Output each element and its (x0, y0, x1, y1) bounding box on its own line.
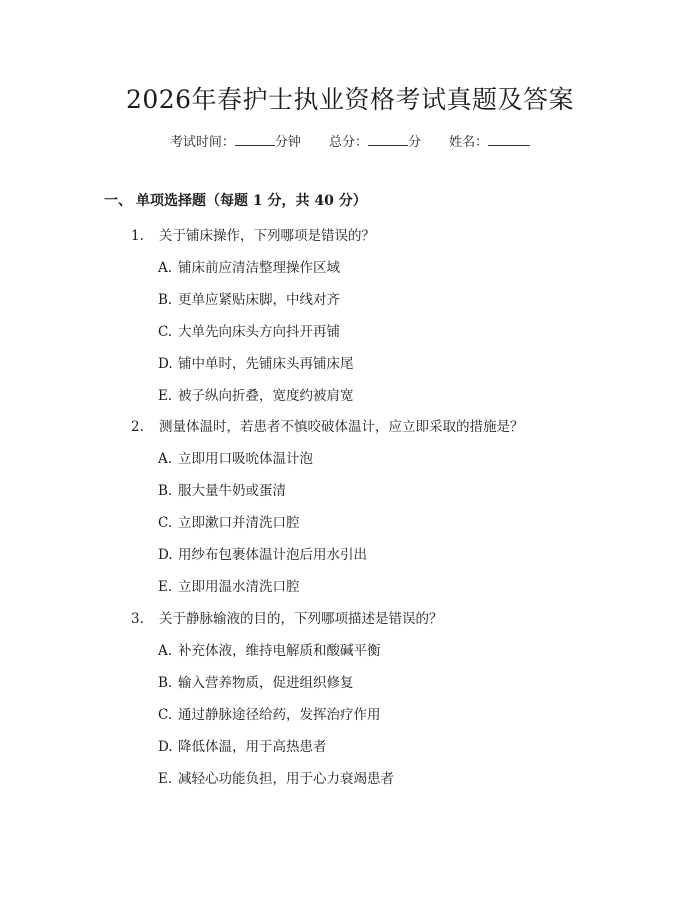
option-label: E. (158, 771, 173, 787)
exam-time-unit: 分钟 (274, 135, 301, 150)
section-title: 单项选择题（每题 1 分，共 40 分） (136, 193, 367, 209)
exam-meta (0, 131, 700, 150)
option-text: 铺中单时，先铺床头再铺床尾 (178, 356, 354, 372)
option-label: B. (158, 292, 173, 308)
option-label: A. (158, 451, 173, 467)
question-text: 测量体温时，若患者不慎咬破体温计，应立即采取的措施是？ (159, 419, 524, 435)
total-score-label: 总分： (328, 135, 368, 150)
option-3a (158, 639, 381, 659)
exam-time (170, 135, 301, 150)
option-label: A. (158, 643, 173, 659)
total-score-unit: 分 (408, 135, 422, 150)
question-text: 关于铺床操作，下列哪项是错误的？ (159, 228, 375, 244)
exam-time-label: 考试时间： (169, 135, 235, 150)
option-label: C. (158, 515, 173, 531)
option-label: D. (158, 739, 173, 755)
option-label: E. (158, 579, 173, 595)
option-text: 大单先向床头方向抖开再铺 (178, 324, 340, 340)
option-text: 通过静脉途径给药，发挥治疗作用 (178, 707, 381, 723)
option-2d (158, 543, 367, 563)
option-text: 立即漱口并清洗口腔 (178, 515, 300, 531)
section-heading (104, 190, 367, 210)
option-2b (158, 479, 286, 499)
option-1c (158, 320, 340, 340)
student-name-blank (488, 133, 530, 146)
option-text: 立即用口吸吮体温计泡 (178, 451, 313, 467)
question-1 (131, 224, 375, 244)
option-text: 降低体温，用于高热患者 (178, 739, 327, 755)
option-text: 输入营养物质，促进组织修复 (178, 675, 354, 691)
question-text: 关于静脉输液的目的，下列哪项描述是错误的？ (159, 611, 443, 627)
option-2c (158, 511, 300, 531)
option-text: 立即用温水清洗口腔 (178, 579, 300, 595)
question-number: 1. (131, 228, 144, 244)
option-text: 服大量牛奶或蛋清 (178, 483, 286, 499)
option-label: B. (158, 483, 173, 499)
student-name (449, 135, 530, 150)
question-3 (131, 607, 443, 627)
option-label: E. (158, 388, 173, 404)
option-label: C. (158, 324, 173, 340)
option-text: 补充体液，维持电解质和酸碱平衡 (178, 643, 381, 659)
question-number: 2. (131, 419, 144, 435)
option-label: B. (158, 675, 173, 691)
option-1e (158, 384, 354, 404)
option-text: 减轻心功能负担，用于心力衰竭患者 (178, 771, 394, 787)
section-number: 一、 (104, 193, 132, 209)
option-label: D. (158, 356, 173, 372)
option-label: D. (158, 547, 173, 563)
option-text: 用纱布包裹体温计泡后用水引出 (178, 547, 367, 563)
option-2a (158, 447, 313, 467)
option-1a (158, 256, 340, 276)
option-3d (158, 735, 327, 755)
option-1b (158, 288, 340, 308)
total-score-blank (368, 133, 408, 146)
option-1d (158, 352, 354, 372)
option-label: C. (158, 707, 173, 723)
question-2 (131, 415, 524, 435)
option-3b (158, 671, 354, 691)
option-text: 被子纵向折叠，宽度约被肩宽 (178, 388, 354, 404)
option-3e (158, 767, 394, 787)
option-text: 更单应紧贴床脚，中线对齐 (178, 292, 340, 308)
question-number: 3. (131, 611, 144, 627)
option-2e (158, 575, 300, 595)
option-text: 铺床前应清洁整理操作区域 (178, 260, 340, 276)
option-3c (158, 703, 381, 723)
student-name-label: 姓名： (449, 135, 489, 150)
total-score (329, 135, 421, 150)
option-label: A. (158, 260, 173, 276)
exam-time-blank (235, 133, 275, 146)
page-title: 2026年春护士执业资格考试真题及答案 (125, 85, 575, 114)
